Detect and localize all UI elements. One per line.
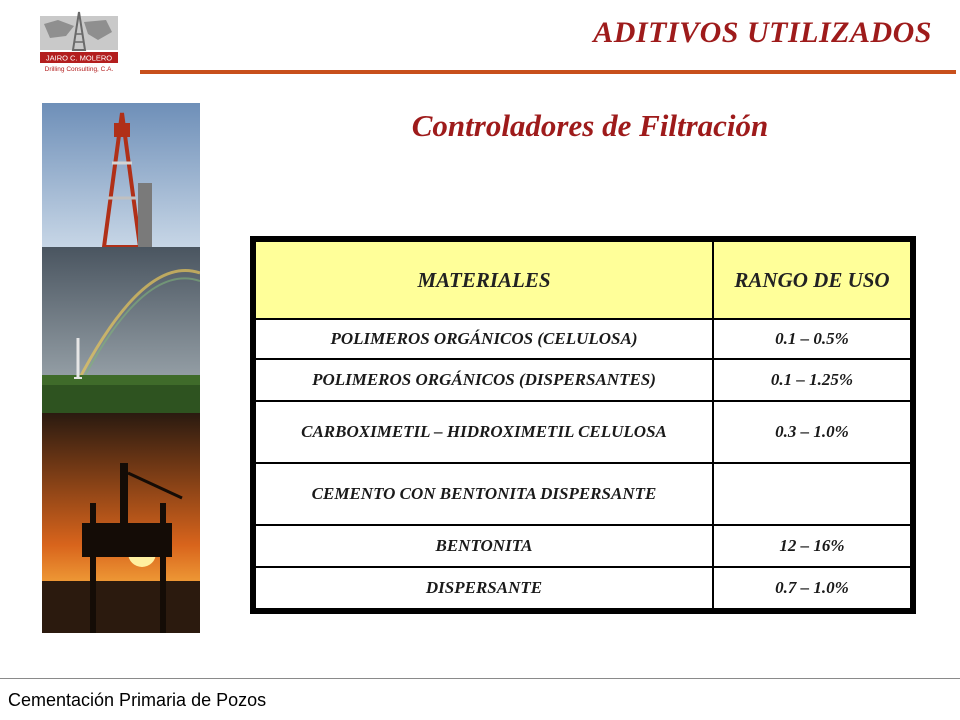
table-row [253, 463, 913, 525]
rango-cell: 0.1 – 1.25% [713, 359, 913, 401]
material-cell: BENTONITA [253, 525, 713, 567]
column-header-rango: RANGO DE USO [713, 239, 913, 319]
section-subtitle: Controladores de Filtración [411, 108, 769, 143]
table-row [253, 319, 913, 359]
rango-cell [713, 463, 913, 525]
rainbow-field-photo [42, 247, 200, 413]
svg-text:JAIRO C. MOLERO: JAIRO C. MOLERO [45, 53, 113, 63]
table-header-row [253, 239, 913, 319]
material-cell: CARBOXIMETIL – HIDROXIMETIL CELULOSA [253, 401, 713, 463]
footer-text: Cementación Primaria de Pozos [8, 690, 267, 710]
footer-divider [0, 678, 960, 679]
rango-cell: 0.1 – 0.5% [713, 319, 913, 359]
material-cell: DISPERSANTE [253, 567, 713, 611]
company-logo [36, 10, 122, 74]
header-title: ADITIVOS UTILIZADOS [593, 16, 932, 49]
rango-cell: 12 – 16% [713, 525, 913, 567]
material-cell: POLIMEROS ORGÁNICOS (DISPERSANTES) [253, 359, 713, 401]
offshore-platform-photo [42, 413, 200, 633]
drilling-rig-photo [42, 103, 200, 247]
rango-cell: 0.7 – 1.0% [713, 567, 913, 611]
table-row [253, 567, 913, 611]
derrick-logo-icon [36, 10, 122, 74]
material-cell: POLIMEROS ORGÁNICOS (CELULOSA) [253, 319, 713, 359]
column-header-materiales: MATERIALES [253, 239, 713, 319]
table-row [253, 401, 913, 463]
additives-table [250, 236, 916, 614]
header-divider [140, 70, 956, 74]
photo-strip [42, 103, 200, 633]
rango-cell: 0.3 – 1.0% [713, 401, 913, 463]
table-row [253, 525, 913, 567]
material-cell: CEMENTO CON BENTONITA DISPERSANTE [253, 463, 713, 525]
svg-text:Drilling Consulting, C.A.: Drilling Consulting, C.A. [44, 66, 114, 73]
table-row [253, 359, 913, 401]
